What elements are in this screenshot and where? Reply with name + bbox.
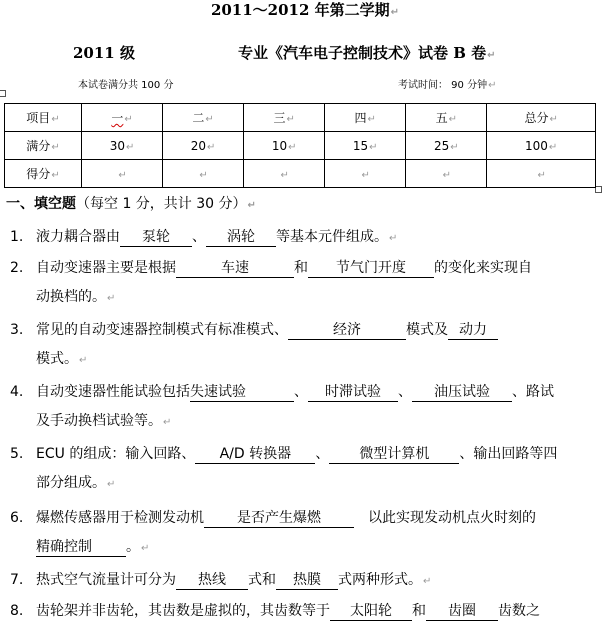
question-6: 6. 爆燃传感器用于检测发动机 是否产生爆燃 以此实现发动机点火时刻的 bbox=[10, 510, 536, 526]
score-table-header-row bbox=[5, 104, 596, 132]
answer-blank[interactable]: 热线 bbox=[176, 571, 248, 590]
question-4: 4. 自动变速器性能试验包括失速试验 、 时滞试验 、 油压试验 、路试 bbox=[10, 384, 554, 400]
question-2: 2. 自动变速器主要是根据 车速 和 节气门开度 的变化来实现自 bbox=[10, 260, 532, 276]
table-cell-part2: 二↵ bbox=[163, 104, 244, 132]
question-5: 5. ECU 的组成：输入回路、 A/D 转换器 、 微型计算机 、输出回路等四 bbox=[10, 446, 558, 462]
full-score-note: 本试卷满分共 100 分 bbox=[78, 80, 174, 91]
answer-blank[interactable]: 经济 bbox=[288, 321, 406, 340]
section-fill-in-title: 一、填空题（每空 1 分，共计 30 分）↵ bbox=[6, 196, 256, 212]
table-cell-part1: 一↵ bbox=[82, 104, 163, 132]
table-cell: 20↵ bbox=[163, 132, 244, 160]
obtained-score-row bbox=[5, 160, 596, 188]
exam-semester-title: 2011～2012 年第二学期↵ bbox=[210, 1, 400, 19]
exam-subject-title: 专业《汽车电子控制技术》试卷 B 卷↵ bbox=[238, 44, 496, 62]
score-input-cell[interactable]: ↵ bbox=[487, 160, 596, 188]
answer-blank[interactable]: 涡轮 bbox=[206, 228, 276, 247]
table-cell-total: 总分↵ bbox=[487, 104, 596, 132]
question-4-continued: 及手动换档试验等。↵ bbox=[36, 413, 172, 429]
question-8: 8. 齿轮架并非齿轮，其齿数是虚拟的，其齿数等于 太阳轮 和 齿圈 齿数之 bbox=[10, 603, 540, 619]
score-input-cell[interactable]: ↵ bbox=[325, 160, 406, 188]
question-6-continued: 精确控制 。↵ bbox=[36, 539, 150, 555]
answer-blank[interactable]: 节气门开度 bbox=[308, 259, 434, 278]
answer-blank[interactable]: 热膜 bbox=[276, 571, 338, 590]
full-score-row bbox=[5, 132, 596, 160]
table-cell-part5: 五↵ bbox=[406, 104, 487, 132]
score-input-cell[interactable]: ↵ bbox=[406, 160, 487, 188]
table-cell-item: 项目↵ bbox=[5, 104, 82, 132]
answer-blank[interactable]: 精确控制 bbox=[36, 538, 126, 557]
question-2-continued: 动换档的。↵ bbox=[36, 289, 116, 305]
question-3-continued: 模式。↵ bbox=[36, 351, 88, 367]
answer-blank[interactable]: 油压试验 bbox=[412, 383, 512, 402]
score-input-cell[interactable]: ↵ bbox=[82, 160, 163, 188]
table-cell: 10↵ bbox=[244, 132, 325, 160]
class-grade: 2011 级 bbox=[73, 44, 135, 62]
answer-blank[interactable]: 是否产生爆燃 bbox=[204, 509, 354, 528]
answer-blank[interactable]: 失速试验 bbox=[190, 383, 294, 402]
score-input-cell[interactable]: ↵ bbox=[244, 160, 325, 188]
answer-blank[interactable]: 时滞试验 bbox=[308, 383, 398, 402]
answer-blank[interactable]: 动力 bbox=[448, 321, 498, 340]
answer-blank[interactable]: 齿圈 bbox=[426, 602, 498, 621]
table-cell: 100↵ bbox=[487, 132, 596, 160]
table-cell-part3: 三↵ bbox=[244, 104, 325, 132]
table-cell-full-label: 满分↵ bbox=[5, 132, 82, 160]
answer-blank[interactable]: 泵轮 bbox=[120, 228, 192, 247]
score-table bbox=[4, 103, 596, 188]
table-cell: 30↵ bbox=[82, 132, 163, 160]
exam-time-note: 考试时间： 90 分钟↵ bbox=[398, 80, 497, 91]
question-1: 1. 液力耦合器由 泵轮 、 涡轮 等基本元件组成。↵ bbox=[10, 229, 398, 245]
answer-blank[interactable]: A/D 转换器 bbox=[195, 445, 315, 464]
table-cell-part4: 四↵ bbox=[325, 104, 406, 132]
answer-blank[interactable]: 太阳轮 bbox=[330, 602, 412, 621]
answer-blank[interactable]: 微型计算机 bbox=[329, 445, 459, 464]
question-3: 3. 常见的自动变速器控制模式有标准模式、 经济 模式及 动力 bbox=[10, 316, 602, 344]
table-resize-handle[interactable] bbox=[595, 186, 602, 193]
table-cell-got-label: 得分↵ bbox=[5, 160, 82, 188]
table-anchor-handle[interactable] bbox=[0, 90, 6, 97]
answer-blank[interactable]: 车速 bbox=[176, 259, 294, 278]
question-7: 7. 热式空气流量计可分为 热线 式和 热膜 式两种形式。↵ bbox=[10, 572, 432, 588]
table-cell: 25↵ bbox=[406, 132, 487, 160]
table-cell: 15↵ bbox=[325, 132, 406, 160]
question-5-continued: 部分组成。↵ bbox=[36, 475, 116, 491]
score-input-cell[interactable]: ↵ bbox=[163, 160, 244, 188]
